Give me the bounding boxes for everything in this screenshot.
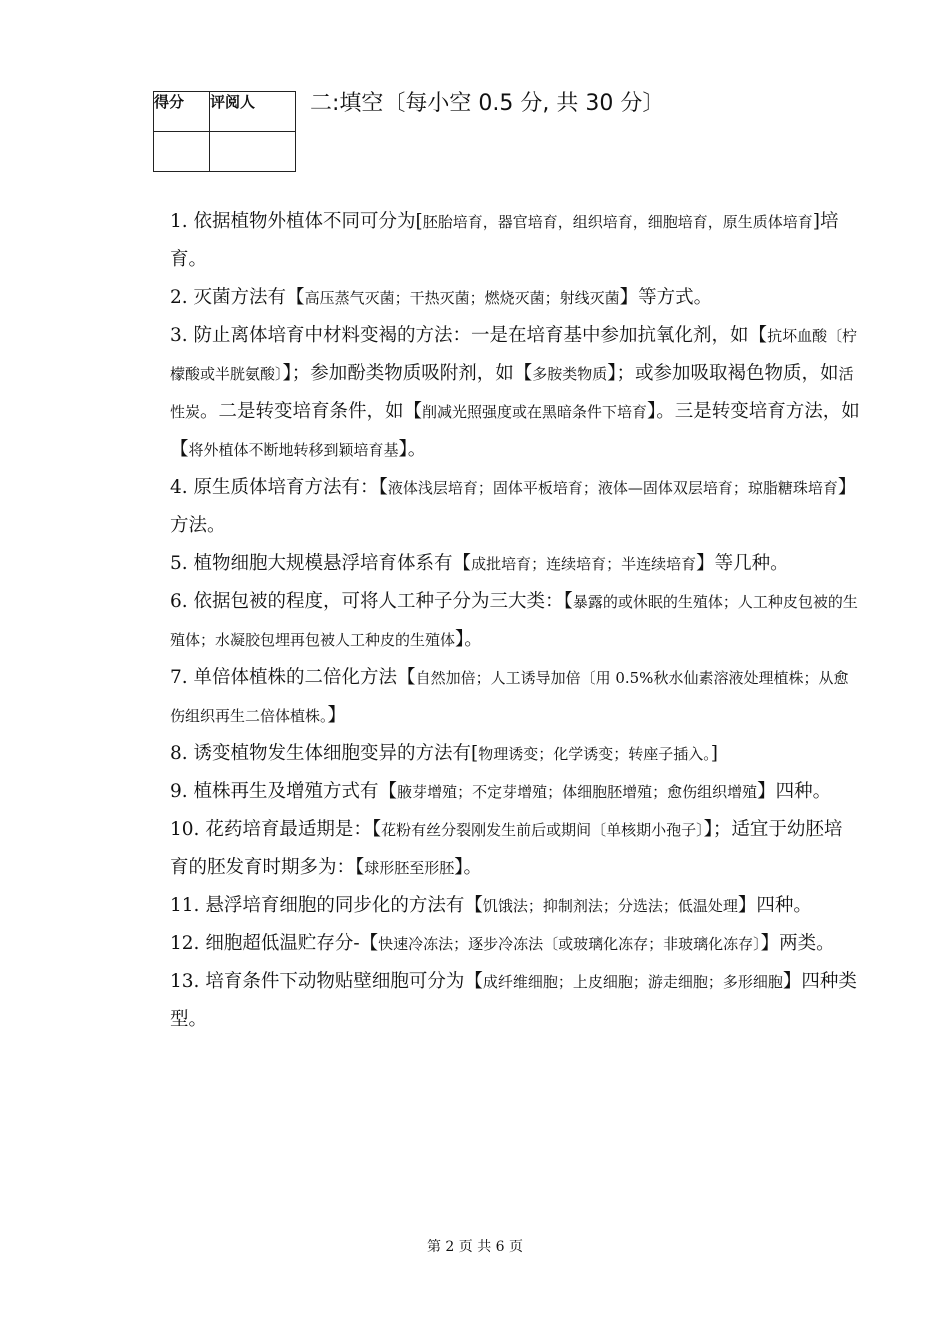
question-number: 5. [170, 553, 188, 574]
question-text: 】。 [398, 439, 427, 460]
question-5 [170, 545, 860, 583]
question-1 [170, 203, 860, 279]
question-text: 花药培育最适期是：【 [205, 819, 382, 840]
question-text: 单倍体植株的二倍化方法【 [193, 667, 416, 688]
score-box [153, 91, 296, 172]
question-text: 】方法。 [170, 477, 857, 536]
reviewer-cell [210, 132, 296, 172]
section-title: 二:填空〔每小空 0.5 分, 共 30 分〕 [310, 91, 665, 116]
question-number: 2. [170, 287, 188, 308]
question-text: ] [710, 743, 719, 764]
question-text: 。二是转变培育条件，如【 [200, 401, 423, 422]
question-text: 】；适宜于幼胚培育的胚发育时期多为：【 [170, 819, 843, 878]
question-10 [170, 811, 860, 887]
answer-text: 自然加倍；人工诱导加倍〔用 0.5%秋水仙素溶液处理植株；从愈伤组织再生二倍体植株。 [170, 669, 849, 725]
score-cell [154, 132, 210, 172]
question-text: 悬浮培育细胞的同步化的方法有【 [205, 895, 483, 916]
answer-text: 抗坏血酸〔柠檬酸或半胱氨酸〕 [170, 327, 858, 383]
question-text: 】 [327, 705, 347, 726]
question-4 [170, 469, 860, 545]
question-text: 】。 [454, 857, 483, 878]
question-text: 】两类。 [760, 933, 835, 954]
answer-text: 腋芽增殖；不定芽增殖；体细胞胚增殖；愈伤组织增殖 [397, 783, 758, 801]
question-text: 】。 [455, 629, 483, 650]
answer-text: 活性炭 [170, 365, 854, 421]
answer-text: 快速冷冻法；逐步冷冻法〔或玻璃化冻存；非玻璃化冻存〕 [378, 935, 761, 953]
answer-text: 将外植体不断地转移到颖培育基 [188, 441, 399, 459]
question-7 [170, 659, 860, 735]
answer-text: 高压蒸气灭菌；干热灭菌；燃烧灭菌；射线灭菌 [304, 289, 620, 307]
question-number: 11. [170, 895, 200, 916]
question-text: 】；或参加吸取褐色物质，如 [607, 363, 839, 384]
question-13 [170, 963, 860, 1039]
answer-text: 花粉有丝分裂刚发生前后或期间〔单核期小孢子〕 [381, 821, 704, 839]
answer-text: 多胺类物质 [532, 365, 608, 383]
question-text: 】四种类型。 [170, 971, 857, 1030]
question-11 [170, 887, 860, 925]
question-text: 依据植物外植体不同可分为[ [193, 211, 423, 232]
question-text: ]培育。 [170, 211, 839, 270]
question-number: 9. [170, 781, 188, 802]
question-text: 防止离体培育中材料变褐的方法：一是在培育基中参加抗氧化剂，如【 [193, 325, 768, 346]
question-number: 1. [170, 211, 188, 232]
question-2 [170, 279, 860, 317]
question-text: 】等几种。 [696, 553, 789, 574]
question-number: 3. [170, 325, 188, 346]
question-text: 灭菌方法有【 [193, 287, 305, 308]
answer-text: 成批培育；连续培育；半连续培育 [471, 555, 697, 573]
question-number: 7. [170, 667, 188, 688]
question-number: 10. [170, 819, 200, 840]
answer-text: 球形胚至形胚 [364, 859, 455, 877]
question-8 [170, 735, 860, 773]
answer-text: 暴露的或休眠的生殖体；人工种皮包被的生殖体；水凝胶包埋再包被人工种皮的生殖体 [170, 593, 858, 649]
question-list [170, 203, 860, 1039]
answer-text: 成纤维细胞；上皮细胞；游走细胞；多形细胞 [482, 973, 783, 991]
question-text: 】四种。 [737, 895, 812, 916]
question-9 [170, 773, 860, 811]
question-3 [170, 317, 860, 469]
answer-text: 液体浅层培育；固体平板培育；液体—固体双层培育；琼脂糖珠培育 [387, 479, 838, 497]
question-text: 培育条件下动物贴壁细胞可分为【 [205, 971, 483, 992]
question-text: 植物细胞大规模悬浮培育体系有【 [193, 553, 472, 574]
question-number: 12. [170, 933, 200, 954]
question-6 [170, 583, 860, 659]
answer-text: 物理诱变；化学诱变；转座子插入。 [478, 745, 711, 763]
question-text: 依据包被的程度，可将人工种子分为三大类：【 [193, 591, 573, 612]
question-text: 原生质体培育方法有：【 [193, 477, 388, 498]
page-footer: 第 2 页 共 6 页 [426, 1239, 524, 1255]
answer-text: 饥饿法；抑制剂法；分选法；低温处理 [482, 897, 738, 915]
question-text: 植株再生及增殖方式有【 [193, 781, 398, 802]
answer-text: 胚胎培育，器官培育，组织培育，细胞培育，原生质体培育 [422, 213, 813, 231]
question-text: 细胞超低温贮存分-【 [205, 933, 379, 954]
question-number: 8. [170, 743, 188, 764]
question-number: 13. [170, 971, 200, 992]
question-number: 6. [170, 591, 188, 612]
question-text: 】四种。 [757, 781, 832, 802]
answer-text: 削减光照强度或在黑暗条件下培育 [422, 403, 648, 421]
question-number: 4. [170, 477, 188, 498]
score-header: 得分 [154, 92, 210, 132]
question-text: 】。三是转变培育方法，如【 [170, 401, 860, 460]
question-text: 】；参加酚类物质吸附剂，如【 [282, 363, 533, 384]
question-text: 】等方式。 [619, 287, 713, 308]
question-12 [170, 925, 860, 963]
reviewer-header: 评阅人 [210, 92, 296, 132]
question-text: 诱变植物发生体细胞变异的方法有[ [193, 743, 479, 764]
